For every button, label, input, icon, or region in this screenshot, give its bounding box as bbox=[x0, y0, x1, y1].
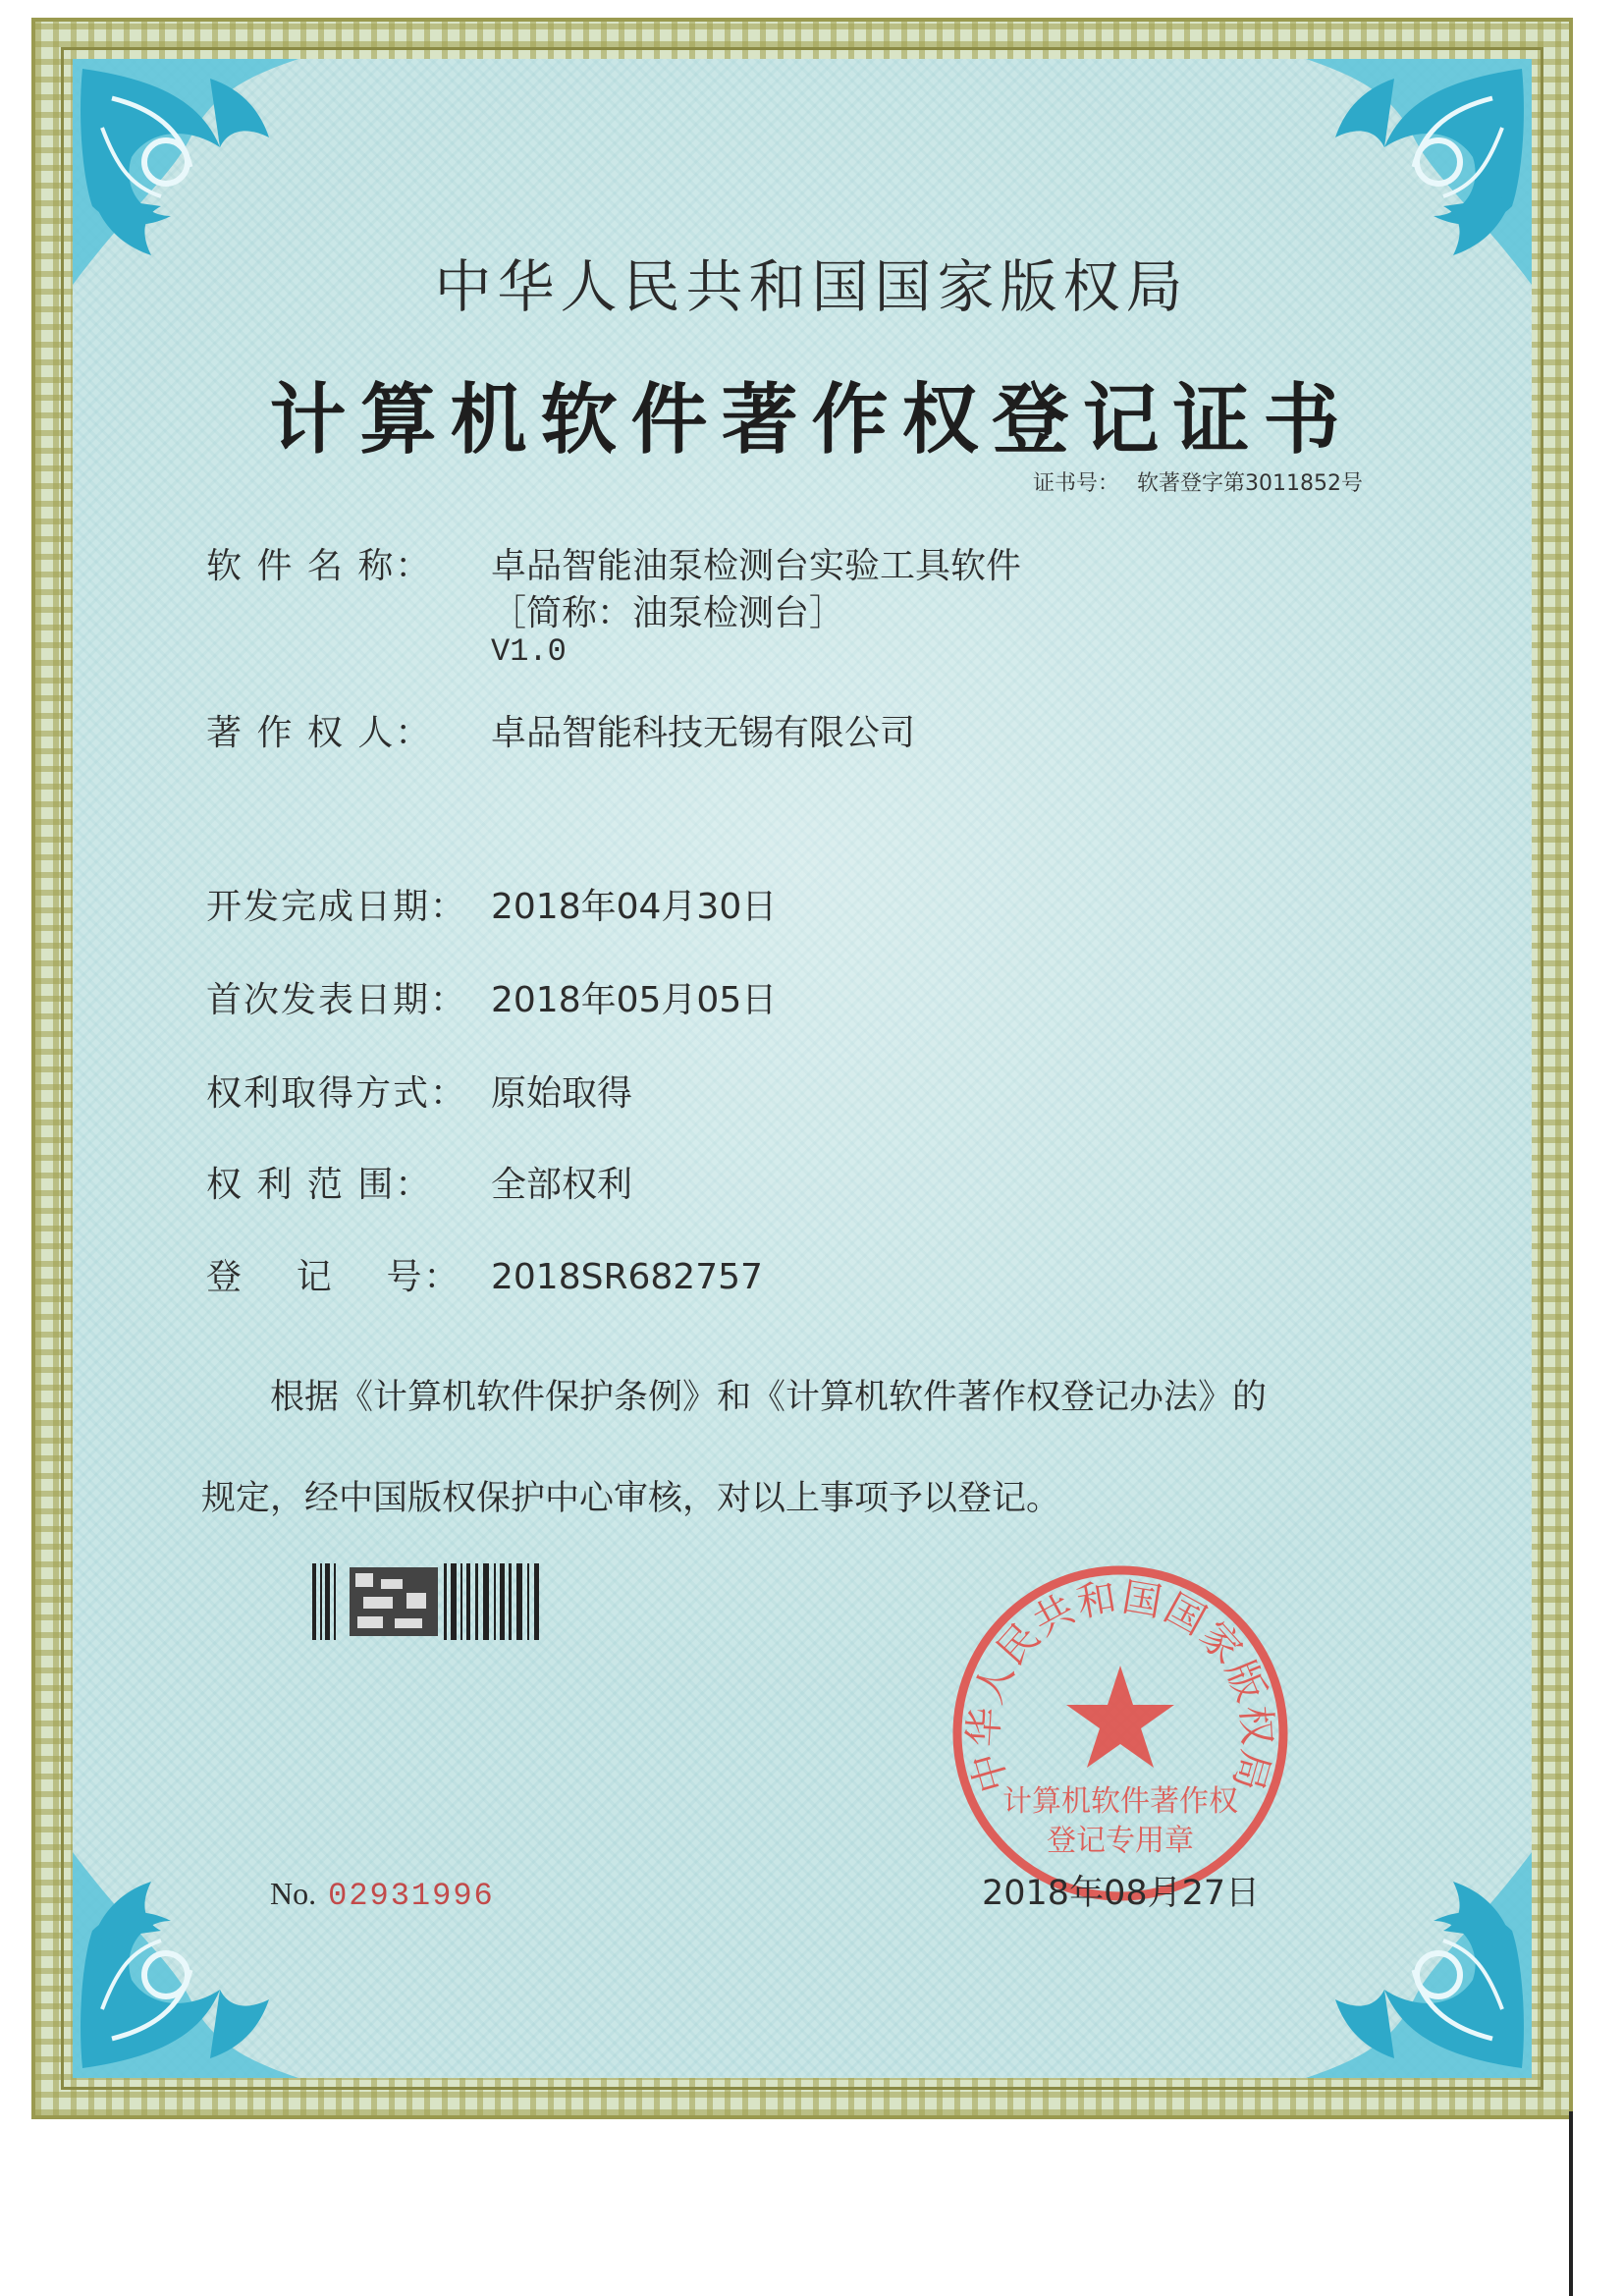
field-acquisition-method bbox=[206, 1066, 632, 1116]
scan-edge-line bbox=[1569, 2111, 1573, 2296]
corner-ornament-bottom-left bbox=[73, 1852, 298, 2078]
field-acquisition-method-value: 原始取得 bbox=[491, 1073, 633, 1114]
seal-outer-text: 中华人民共和国国家版权局 bbox=[961, 1574, 1279, 1798]
field-registration-number-label: 登 记 号： bbox=[206, 1257, 461, 1297]
field-registration-number bbox=[206, 1249, 763, 1299]
field-software-name-value: 卓品智能油泵检测台实验工具软件 bbox=[491, 546, 1022, 586]
certificate-number bbox=[1033, 466, 1363, 497]
certificate-number-label: 证书号： bbox=[1033, 471, 1120, 496]
issue-date: 2018年08月27日 bbox=[982, 1874, 1261, 1913]
statement-line-1: 根据《计算机软件保护条例》和《计算机软件著作权登记办法》的 bbox=[270, 1378, 1268, 1417]
field-rights-scope-value: 全部权利 bbox=[491, 1165, 633, 1205]
field-registration-number-value: 2018SR682757 bbox=[491, 1257, 763, 1297]
software-short-name: ［简称：油泵检测台］ bbox=[491, 593, 845, 633]
seal-inner-line-1: 计算机软件著作权 bbox=[1002, 1784, 1238, 1819]
serial-number-label: No. bbox=[270, 1876, 317, 1911]
official-seal bbox=[950, 1563, 1290, 1903]
issuer-title: 中华人民共和国国家版权局 bbox=[434, 253, 1189, 320]
serial-number bbox=[270, 1876, 495, 1914]
field-acquisition-method-label: 权利取得方式： bbox=[206, 1073, 468, 1114]
certificate-title: 计算机软件著作权登记证书 bbox=[269, 376, 1354, 465]
field-publish-date-value: 2018年05月05日 bbox=[491, 980, 778, 1020]
field-completion-date-label: 开发完成日期： bbox=[206, 887, 468, 927]
field-rights-scope bbox=[206, 1157, 632, 1207]
certificate-number-value: 软著登字第3011852号 bbox=[1137, 471, 1363, 496]
field-software-name bbox=[206, 538, 1021, 588]
field-copyright-owner-value: 卓品智能科技无锡有限公司 bbox=[491, 713, 916, 753]
corner-ornament-bottom-right bbox=[1306, 1852, 1532, 2078]
field-publish-date-label: 首次发表日期： bbox=[206, 980, 468, 1020]
field-copyright-owner-label: 著 作 权 人： bbox=[206, 713, 433, 753]
field-rights-scope-label: 权 利 范 围： bbox=[206, 1165, 433, 1205]
barcode bbox=[312, 1563, 544, 1640]
seal-inner-line-2: 登记专用章 bbox=[1047, 1824, 1194, 1858]
field-software-name-label: 软 件 名 称： bbox=[206, 546, 433, 586]
software-version: V1.0 bbox=[491, 633, 567, 670]
field-completion-date-value: 2018年04月30日 bbox=[491, 887, 778, 927]
field-copyright-owner bbox=[206, 705, 915, 755]
statement-line-2: 规定，经中国版权保护中心审核，对以上事项予以登记。 bbox=[201, 1479, 1061, 1518]
field-completion-date bbox=[206, 879, 777, 929]
field-publish-date bbox=[206, 972, 777, 1022]
serial-number-value: 02931996 bbox=[328, 1878, 495, 1914]
